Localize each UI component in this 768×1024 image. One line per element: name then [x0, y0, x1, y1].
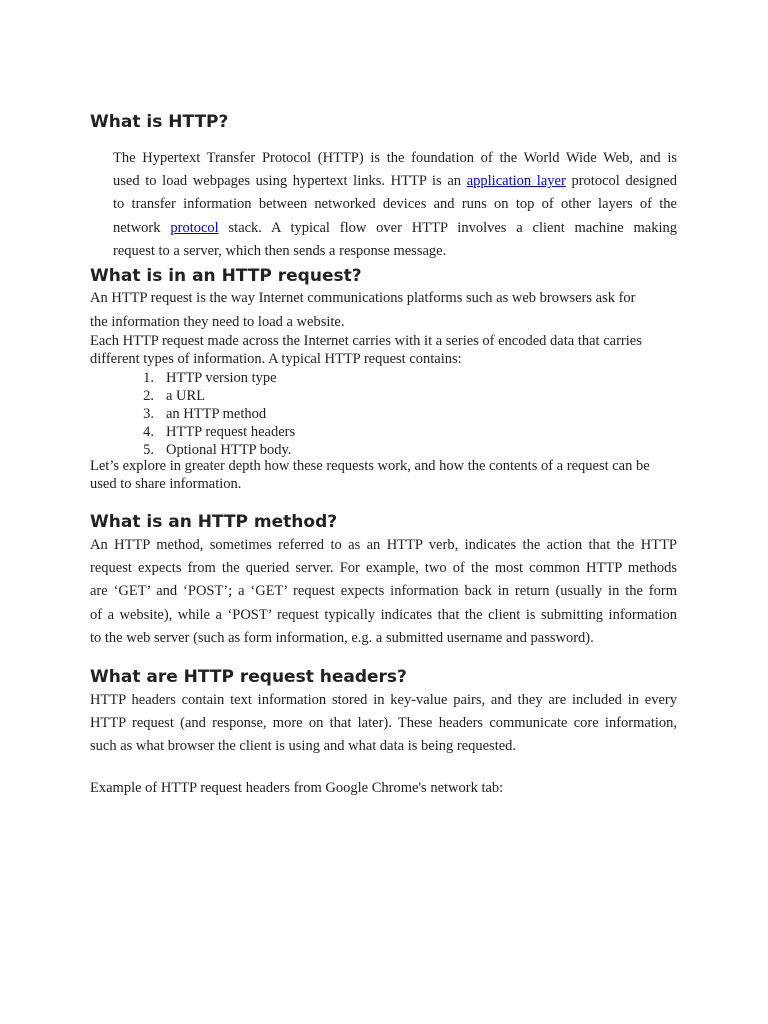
list-number: 5.: [143, 442, 154, 458]
text-line: to the web server (such as form information, e.g. a submitted username and password).: [90, 630, 594, 646]
list-text: a URL: [166, 388, 206, 404]
text-line: to transfer information between networked devices and runs on top of other layers of the: [113, 196, 677, 212]
text-line: used to share information.: [90, 476, 242, 492]
protocol-link[interactable]: protocol: [170, 220, 219, 236]
list-item: [90, 423, 677, 441]
list-number: 3.: [143, 406, 154, 422]
paragraph-request-explore: [90, 458, 677, 494]
heading-http-headers: What are HTTP request headers?: [90, 667, 407, 687]
text-line: Each HTTP request made across the Internet carries with it a series of encoded data that carries: [90, 333, 642, 349]
text-segment: protocol designed: [565, 173, 677, 189]
list-item: [90, 369, 677, 387]
list-item: [90, 387, 677, 405]
paragraph-request-intro: [90, 290, 677, 336]
heading-http-method: What is an HTTP method?: [90, 512, 338, 532]
text-line: [113, 220, 677, 237]
list-text: an HTTP method: [166, 406, 267, 422]
list-number: 1.: [143, 370, 154, 386]
text-line: The Hypertext Transfer Protocol (HTTP) is the foundation of the World Wide Web, and is: [113, 150, 677, 166]
text-line: HTTP request (and response, more on that later). These headers communicate core information,: [90, 715, 677, 731]
paragraph-headers-example: [90, 780, 677, 804]
list-text: Optional HTTP body.: [166, 442, 292, 458]
text-line: Let’s explore in greater depth how these requests work, and how the contents of a request can be: [90, 458, 650, 474]
paragraph-http-intro: [113, 150, 677, 267]
list-item: [90, 405, 677, 423]
list-number: 2.: [143, 388, 154, 404]
text-line: Example of HTTP request headers from Google Chrome's network tab:: [90, 780, 504, 796]
text-line: are ‘GET’ and ‘POST’; a ‘GET’ request expects information back in return (usually in the form: [90, 583, 677, 599]
request-contents-list: [90, 369, 677, 459]
paragraph-http-headers: [90, 692, 677, 762]
list-item: [90, 441, 677, 459]
text-line: the information they need to load a website.: [90, 314, 345, 330]
text-segment: network: [113, 220, 171, 236]
text-line: request expects from the queried server. For example, two of the most common HTTP methods: [90, 560, 677, 576]
text-line: of a website), while a ‘POST’ request typically indicates that the client is submitting information: [90, 607, 677, 623]
text-line: such as what browser the client is using and what data is being requested.: [90, 738, 517, 754]
text-line: request to a server, which then sends a response message.: [113, 243, 447, 259]
text-line: [113, 173, 677, 190]
application-layer-link[interactable]: application layer: [466, 173, 566, 189]
heading-what-is-http: What is HTTP?: [90, 112, 229, 132]
list-text: HTTP version type: [166, 370, 277, 386]
text-line: different types of information. A typical HTTP request contains:: [90, 351, 462, 367]
text-line: An HTTP method, sometimes referred to as an HTTP verb, indicates the action that the HTTP: [90, 537, 677, 553]
paragraph-request-contents: [90, 333, 677, 369]
text-line: An HTTP request is the way Internet communications platforms such as web browsers ask for: [90, 290, 636, 306]
heading-http-request: What is in an HTTP request?: [90, 266, 362, 286]
list-text: HTTP request headers: [166, 424, 296, 440]
text-line: HTTP headers contain text information stored in key-value pairs, and they are included in every: [90, 692, 677, 708]
paragraph-http-method: [90, 537, 677, 654]
text-segment: stack. A typical flow over HTTP involves a client machine making: [218, 220, 677, 236]
list-number: 4.: [143, 424, 154, 440]
text-segment: used to load webpages using hypertext links. HTTP is an: [113, 173, 467, 189]
